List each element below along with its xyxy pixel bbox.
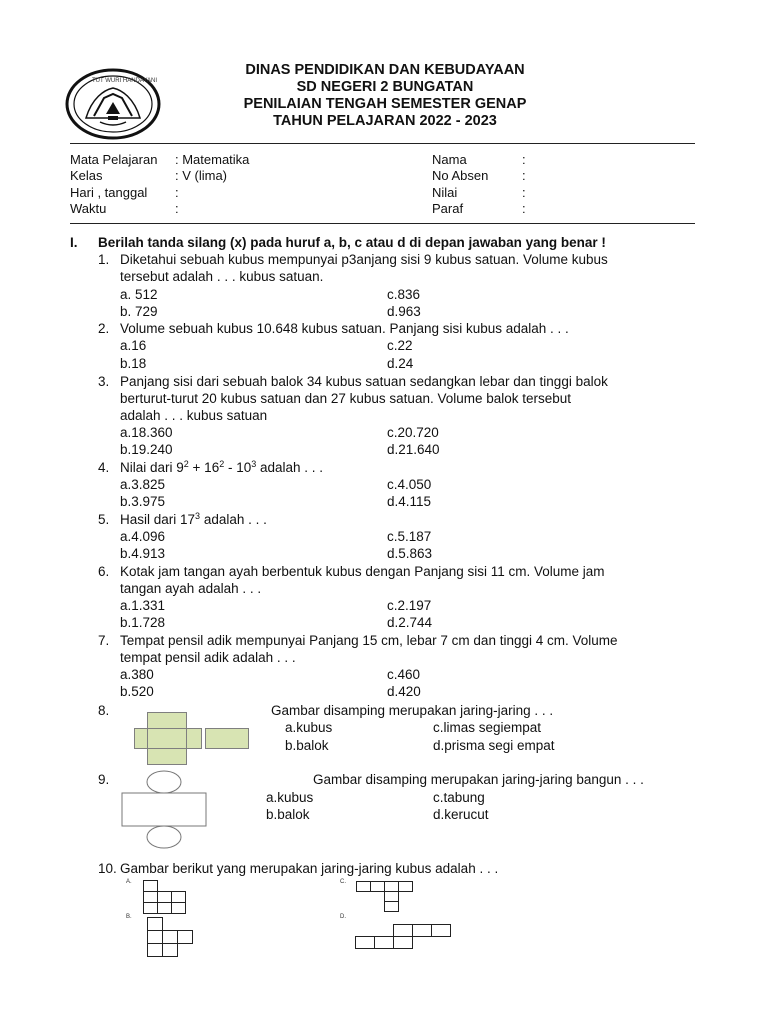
q6-text-1: Kotak jam tangan ayah berbentuk kubus dengan Panjang sisi 11 cm. Volume jam [120, 564, 605, 579]
q10-net-b [147, 917, 197, 957]
q9-number: 9. [98, 772, 110, 787]
q7-option-d: d.420 [387, 684, 421, 699]
q8-net-left-face [134, 728, 148, 749]
q10-label-d: D. [340, 914, 346, 920]
q5-option-d: d.5.863 [387, 546, 433, 561]
q9-option-b: b.balok [266, 807, 310, 822]
q2-option-c: c.22 [387, 338, 413, 353]
q4-text [120, 459, 323, 476]
header-line-4: TAHUN PELAJARAN 2022 - 2023 [273, 113, 497, 129]
hari-label: Hari , tanggal [70, 185, 148, 200]
waktu-value: : [175, 201, 179, 216]
q4-text-pre: Nilai dari 9 [120, 460, 184, 475]
mapel-value: : Matematika [175, 152, 250, 167]
q5-text-pre: Hasil dari 17 [120, 512, 196, 527]
q5-option-b: b.4.913 [120, 546, 166, 561]
q3-option-b: b.19.240 [120, 442, 173, 457]
q3-option-d: d.21.640 [387, 442, 440, 457]
q7-number: 7. [98, 633, 110, 648]
q8-net-top-face [147, 712, 187, 729]
header-line-1: DINAS PENDIDIKAN DAN KEBUDAYAAN [245, 62, 525, 78]
q5-number: 5. [98, 512, 110, 527]
nilai-label: Nilai [432, 185, 458, 200]
kelas-value: : V (lima) [175, 168, 227, 183]
q2-number: 2. [98, 321, 110, 336]
q3-text-2: berturut-turut 20 kubus satuan dan 27 kubus satuan. Volume balok tersebut [120, 391, 572, 406]
q1-option-a: a. 512 [120, 287, 158, 302]
q8-net-front-face [147, 728, 187, 749]
q3-number: 3. [98, 374, 110, 389]
q9-text-1: Gambar disamping merupakan jaring-jaring bangun . . . [313, 772, 644, 787]
q9-net-figure [118, 770, 210, 850]
q8-number: 8. [98, 703, 110, 718]
q10-label-a: A. [126, 879, 132, 885]
q8-net-bottom-face [147, 748, 187, 765]
absen-value: : [522, 168, 526, 183]
q8-option-c: c.limas segiempat [433, 720, 542, 735]
q3-option-c: c.20.720 [387, 425, 439, 440]
q1-number: 1. [98, 252, 110, 267]
q4-option-c: c.4.050 [387, 477, 432, 492]
paraf-value: : [522, 201, 526, 216]
q3-option-a: a.18.360 [120, 425, 173, 440]
q2-option-a: a.16 [120, 338, 147, 353]
q4-text-op1: + 16 [188, 460, 220, 475]
nama-value: : [522, 152, 526, 167]
q8-option-b: b.balok [285, 738, 329, 753]
q10-number: 10. [98, 861, 117, 876]
section-instruction: Berilah tanda silang (x) pada huruf a, b, c atau d di depan jawaban yang benar ! [98, 235, 606, 250]
q6-option-b: b.1.728 [120, 615, 166, 630]
q10-net-c [356, 881, 416, 913]
q10-text-1: Gambar berikut yang merupakan jaring-jaring kubus adalah . . . [120, 861, 499, 876]
q4-exp-3: 3 [251, 459, 257, 469]
q1-option-c: c.836 [387, 287, 421, 302]
q5-option-c: c.5.187 [387, 529, 432, 544]
header-line-3: PENILAIAN TENGAH SEMESTER GENAP [243, 96, 527, 112]
q8-option-d: d.prisma segi empat [433, 738, 555, 753]
q1-option-b: b. 729 [120, 304, 158, 319]
q4-exp-1: 2 [183, 459, 189, 469]
q8-net-back-face [205, 728, 249, 749]
q7-option-c: c.460 [387, 667, 421, 682]
q4-text-post: adalah . . . [256, 460, 324, 475]
q7-text-1: Tempat pensil adik mempunyai Panjang 15 cm, lebar 7 cm dan tinggi 4 cm. Volume [120, 633, 618, 648]
q9-net-rectangle [122, 793, 206, 826]
q4-number: 4. [98, 460, 110, 475]
section-number: I. [70, 235, 78, 250]
q7-text-2: tempat pensil adik adalah . . . [120, 650, 296, 665]
q5-text [120, 511, 267, 528]
q8-option-a: a.kubus [285, 720, 333, 735]
q8-net-figure [133, 710, 251, 766]
waktu-label: Waktu [70, 201, 107, 216]
kelas-label: Kelas [70, 168, 103, 183]
header-divider [70, 143, 695, 144]
q9-net-top-circle [147, 771, 181, 793]
q4-text-op2: - 10 [224, 460, 252, 475]
nama-label: Nama [432, 152, 467, 167]
q1-text-1: Diketahui sebuah kubus mempunyai p3anjang sisi 9 kubus satuan. Volume kubus [120, 252, 608, 267]
q1-option-d: d.963 [387, 304, 421, 319]
q4-option-d: d.4.115 [387, 494, 432, 509]
q4-exp-2: 2 [219, 459, 225, 469]
q6-option-a: a.1.331 [120, 598, 166, 613]
q2-option-b: b.18 [120, 356, 147, 371]
q9-option-a: a.kubus [266, 790, 314, 805]
q10-net-d [355, 924, 475, 950]
q6-number: 6. [98, 564, 110, 579]
q8-net-right-face [186, 728, 202, 749]
q9-net-bottom-circle [147, 826, 181, 848]
q7-option-b: b.520 [120, 684, 154, 699]
q2-option-d: d.24 [387, 356, 414, 371]
q9-option-d: d.kerucut [433, 807, 489, 822]
info-divider [70, 223, 695, 224]
header-line-2: SD NEGERI 2 BUNGATAN [296, 79, 474, 95]
paraf-label: Paraf [432, 201, 464, 216]
q6-text-2: tangan ayah adalah . . . [120, 581, 262, 596]
nilai-value: : [522, 185, 526, 200]
q5-exp-1: 3 [195, 511, 201, 521]
q3-text-1: Panjang sisi dari sebuah balok 34 kubus satuan sedangkan lebar dan tinggi balok [120, 374, 608, 389]
hari-value: : [175, 185, 179, 200]
q5-option-a: a.4.096 [120, 529, 166, 544]
logo-motto: TUT WURI HANDAYANI [92, 78, 158, 84]
q10-net-a [143, 880, 189, 914]
q4-option-a: a.3.825 [120, 477, 166, 492]
q5-text-post: adalah . . . [200, 512, 267, 527]
q6-option-c: c.2.197 [387, 598, 432, 613]
q3-text-3: adalah . . . kubus satuan [120, 408, 268, 423]
q10-label-c: C. [340, 879, 346, 885]
q6-option-d: d.2.744 [387, 615, 433, 630]
q7-option-a: a.380 [120, 667, 154, 682]
q1-text-2: tersebut adalah . . . kubus satuan. [120, 269, 324, 284]
absen-label: No Absen [432, 168, 489, 183]
q4-option-b: b.3.975 [120, 494, 166, 509]
mapel-label: Mata Pelajaran [70, 152, 158, 167]
q2-text-1: Volume sebuah kubus 10.648 kubus satuan. Panjang sisi kubus adalah . . . [120, 321, 569, 336]
q9-option-c: c.tabung [433, 790, 485, 805]
q10-label-b: B. [126, 914, 132, 920]
q8-text-1: Gambar disamping merupakan jaring-jaring . . . [271, 703, 554, 718]
